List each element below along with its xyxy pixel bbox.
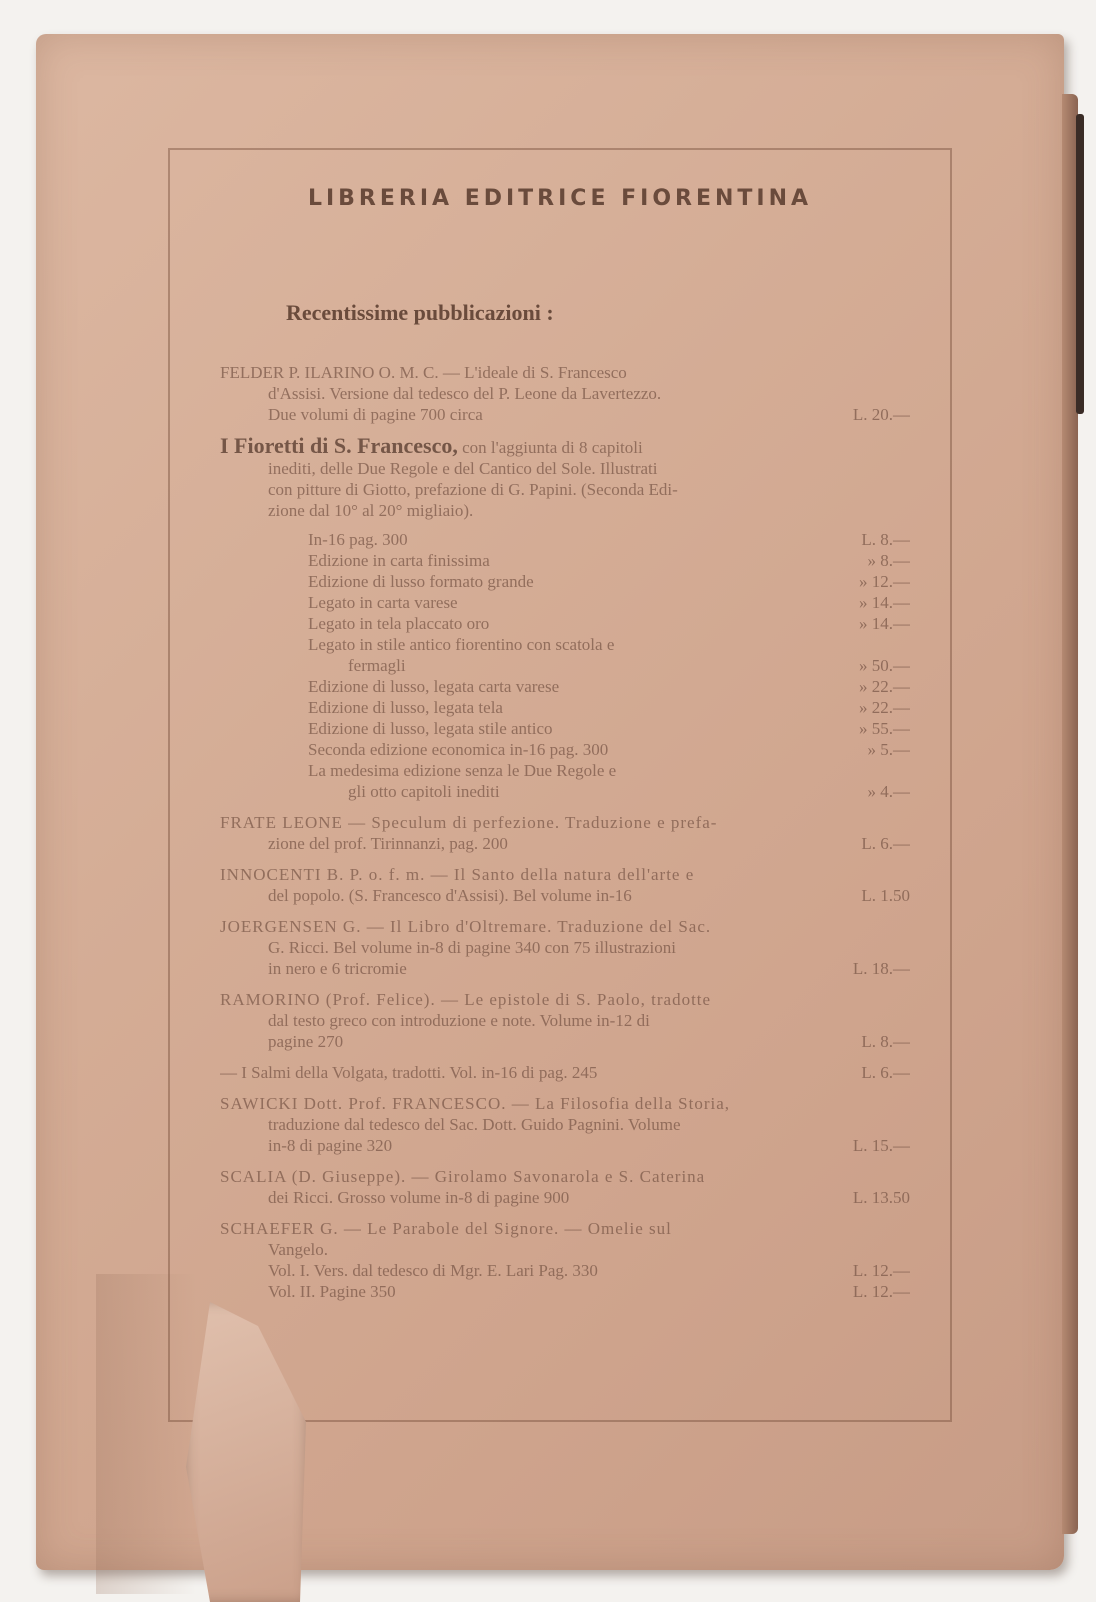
entry-line: SCHAEFER G. — Le Parabole del Signore. — Omelie sul — [220, 1219, 672, 1238]
entry-line: G. Ricci. Bel volume in-8 di pagine 340 con 75 illustrazioni — [268, 938, 676, 957]
entry-line: INNOCENTI B. P. o. f. m. — Il Santo della natura dell'arte e — [220, 865, 695, 884]
entry-line: — I Salmi della Volgata, tradotti. Vol. in-16 di pag. 245 L. 6.— — [220, 1063, 910, 1082]
entry-joergensen — [220, 916, 910, 979]
edition-line: La medesima edizione senza le Due Regole e — [308, 761, 617, 780]
entry-frate-leone — [220, 812, 910, 854]
entry-line: in nero e 6 tricromie L. 18.— — [268, 959, 910, 978]
entry-line: RAMORINO (Prof. Felice). — Le epistole di S. Paolo, tradotte — [220, 990, 712, 1009]
entry-line: FRATE LEONE — Speculum di perfezione. Traduzione e prefa- — [220, 813, 718, 832]
volume-line: Vol. II. Pagine 350 L. 12.— — [268, 1282, 910, 1301]
edition-line: In-16 pag. 300 L. 8.— — [308, 530, 910, 549]
entry-felder — [220, 362, 910, 425]
entry-schaefer — [220, 1218, 910, 1302]
volume-line: Vol. I. Vers. dal tedesco di Mgr. E. Lari Pag. 330 L. 12.— — [268, 1261, 910, 1280]
spine-shadow — [1076, 114, 1084, 414]
entry-line: pagine 270 L. 8.— — [268, 1032, 910, 1051]
entry-line: traduzione dal tedesco del Sac. Dott. Guido Pagnini. Volume — [268, 1115, 681, 1134]
edition-line: Legato in stile antico fiorentino con scatola e — [308, 635, 615, 654]
edition-line: Edizione di lusso, legata tela » 22.— — [308, 698, 910, 717]
entry-line: SCALIA (D. Giuseppe). — Girolamo Savonarola e S. Caterina — [220, 1167, 706, 1186]
edition-line: Seconda edizione economica in-16 pag. 300 » 5.— — [308, 740, 910, 759]
entry-line: SAWICKI Dott. Prof. FRANCESCO. — La Filosofia della Storia, — [220, 1094, 731, 1113]
entry-line: inediti, delle Due Regole e del Cantico del Sole. Illustrati — [268, 459, 658, 478]
entry-line: con pitture di Giotto, prefazione di G. Papini. (Seconda Edi- — [268, 480, 678, 499]
book-cover — [36, 34, 1064, 1570]
entry-line: dal testo greco con introduzione e note. Volume in-12 di — [268, 1011, 650, 1030]
entry-line: dei Ricci. Grosso volume in-8 di pagine 900 L. 13.50 — [268, 1188, 910, 1207]
edition-line: Legato in tela placcato oro » 14.— — [308, 614, 910, 633]
entry-line: del popolo. (S. Francesco d'Assisi). Bel volume in-16 L. 1.50 — [268, 886, 910, 905]
entry-line: JOERGENSEN G. — Il Libro d'Oltremare. Traduzione del Sac. — [220, 917, 712, 936]
edition-line: Edizione di lusso formato grande » 12.— — [308, 572, 910, 591]
entry-innocenti — [220, 864, 910, 906]
printed-frame — [168, 148, 952, 1422]
entry-line: in-8 di pagine 320 L. 15.— — [268, 1136, 910, 1155]
entry-scalia — [220, 1166, 910, 1208]
entry-ramorino — [220, 989, 910, 1052]
entry-fioretti — [220, 435, 910, 802]
entry-line: zione del prof. Tirinnanzi, pag. 200 L. 6.— — [268, 834, 910, 853]
entry-line: Due volumi di pagine 700 circa L. 20.— — [268, 405, 910, 424]
edition-line: Edizione di lusso, legata stile antico » 55.— — [308, 719, 910, 738]
edition-line: fermagli » 50.— — [348, 656, 910, 675]
entry-line: d'Assisi. Versione dal tedesco del P. Leone da Lavertezzo. — [268, 384, 662, 403]
fioretti-title: I Fioretti di S. Francesco, — [220, 435, 458, 458]
entry-line: FELDER P. ILARINO O. M. C. — L'ideale di S. Francesco — [220, 363, 627, 382]
catalog-listing — [220, 362, 910, 1312]
entry-line: I Fioretti di S. Francesco, con l'aggiunta di 8 capitoli — [220, 435, 643, 458]
edition-line: Edizione in carta finissima » 8.— — [308, 551, 910, 570]
entry-line: zione dal 10° al 20° migliaio). — [268, 501, 474, 520]
entry-salmi — [220, 1062, 910, 1083]
section-title: Recentissime pubblicazioni : — [286, 300, 554, 325]
edition-line: Edizione di lusso, legata carta varese » 22.— — [308, 677, 910, 696]
publisher-header: LIBRERIA EDITRICE FIORENTINA — [307, 186, 813, 211]
entry-sawicki — [220, 1093, 910, 1156]
entry-line: Vangelo. — [268, 1240, 328, 1259]
edition-line: Legato in carta varese » 14.— — [308, 593, 910, 612]
edition-line: gli otto capitoli inediti » 4.— — [348, 782, 910, 801]
